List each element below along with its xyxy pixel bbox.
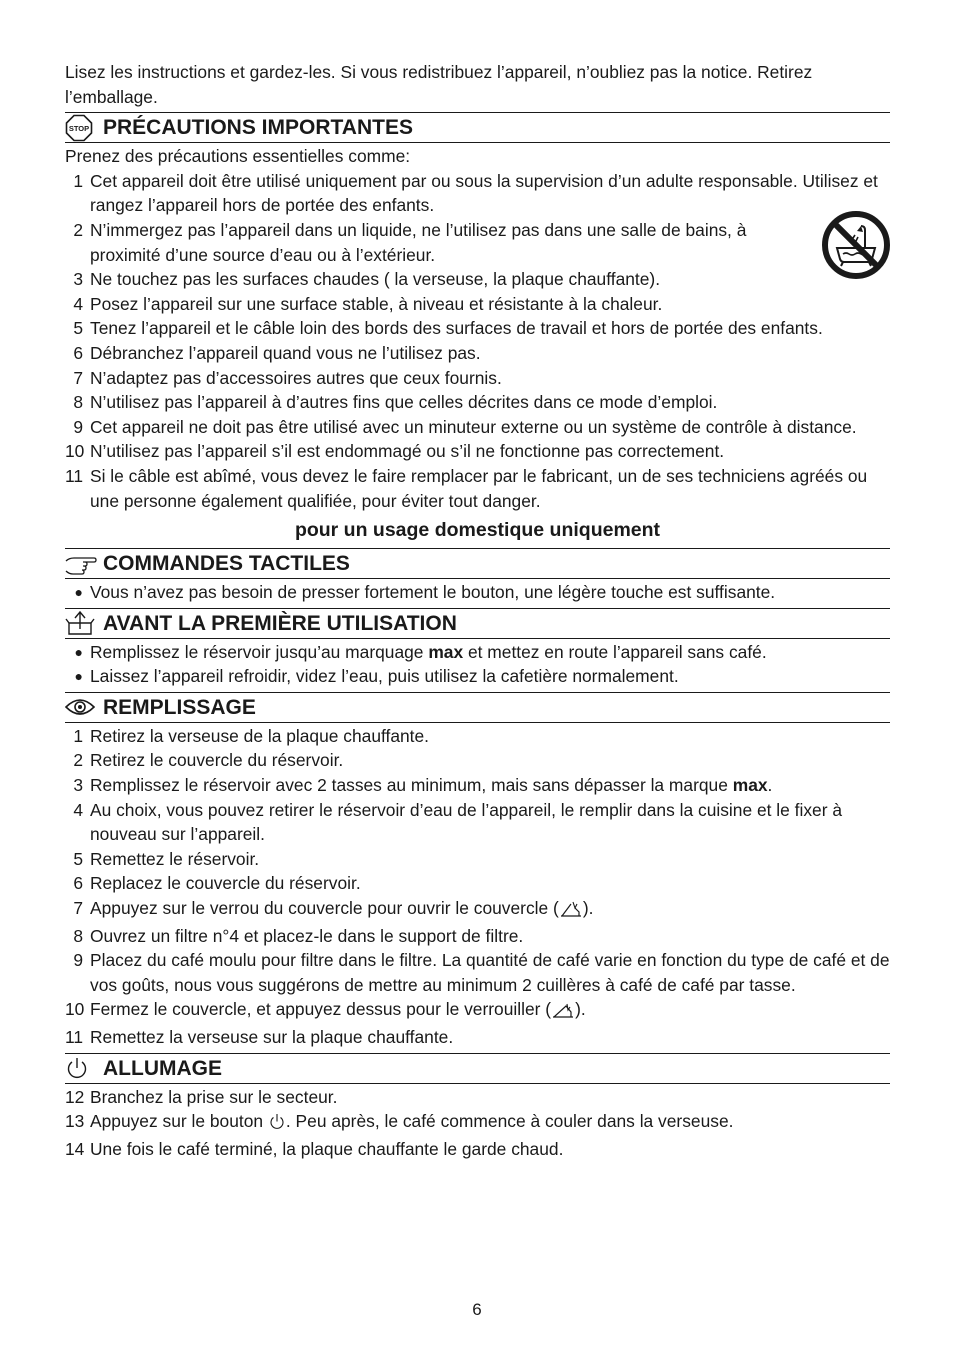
- list-item: 5 Remettez le réservoir.: [73, 848, 260, 869]
- list-item: 7 N’adaptez pas d’accessoires autres que ceux fournis.: [73, 367, 502, 388]
- list-item: 6 Débranchez l’appareil quand vous ne l’utilisez pas.: [73, 342, 481, 363]
- lid-close-icon: [552, 1000, 574, 1025]
- list-item: 11 Remettez la verseuse sur la plaque chauffante.: [65, 1027, 454, 1047]
- no-bath-icon: [821, 210, 891, 287]
- intro-text: Lisez les instructions et gardez-les. Si vous redistribuez l’appareil, n’oubliez pas la notice. Retirez l’emballage.: [65, 62, 813, 107]
- power-icon: [65, 1055, 97, 1081]
- power-on-heading: [65, 1053, 890, 1084]
- list-item: 3 Ne touchez pas les surfaces chaudes ( la verseuse, la plaque chauffante).: [73, 269, 661, 290]
- filling-heading: [65, 692, 890, 723]
- list-item: 4 Au choix, vous pouvez retirer le réservoir d’eau de l’appareil, le remplir dans la cuisine et le fixer à nouveau sur l’appareil.: [73, 799, 843, 845]
- list-item: 3 Remplissez le réservoir avec 2 tasses au minimum, mais sans dépasser la marque max.: [73, 775, 773, 796]
- list-item: ● Vous n’avez pas besoin de presser fortement le bouton, une légère touche est suffisante.: [74, 582, 776, 603]
- touch-controls-list: [65, 580, 890, 605]
- list-item: 9 Cet appareil ne doit pas être utilisé avec un minuteur externe ou un système de contrôle à distance.: [73, 416, 857, 437]
- page-content: [65, 60, 890, 1161]
- list-item: 2 Retirez le couvercle du réservoir.: [73, 750, 344, 771]
- precautions-title: PRÉCAUTIONS IMPORTANTES: [103, 116, 413, 140]
- eye-icon: [65, 694, 97, 720]
- list-item: 11 Si le câble est abîmé, vous devez le faire remplacer par le fabricant, un de ses techniciens agréés ou une personne également qualifiée, pour éviter tout danger.: [65, 465, 868, 511]
- list-item: 10 N’utilisez pas l’appareil s’il est endommagé ou s’il ne fonctionne pas correctement.: [65, 441, 725, 462]
- list-item: 1 Cet appareil doit être utilisé uniquement par ou sous la supervision d’un adulte responsable. Utilisez et rangez l’appareil hors de portée des enfants.: [73, 170, 878, 216]
- precautions-heading: [65, 112, 890, 143]
- power-on-title: ALLUMAGE: [103, 1056, 222, 1080]
- lid-open-icon: [560, 899, 582, 924]
- stop-icon: [65, 115, 97, 141]
- precautions-lead: Prenez des précautions essentielles comme:: [65, 146, 411, 167]
- filling-title: REMPLISSAGE: [103, 695, 256, 719]
- touch-controls-title: COMMANDES TACTILES: [103, 552, 350, 576]
- unpack-box-icon: [65, 610, 97, 636]
- list-item: 1 Retirez la verseuse de la plaque chauffante.: [73, 725, 430, 746]
- list-item: 8 Ouvrez un filtre n°4 et placez-le dans le support de filtre.: [73, 925, 524, 946]
- list-item: 8 N’utilisez pas l’appareil à d’autres fins que celles décrites dans ce mode d’emploi.: [73, 392, 718, 413]
- list-item: 13 Appuyez sur le bouton . Peu après, le café commence à couler dans la verseuse.: [65, 1109, 890, 1137]
- domestic-use-note: pour un usage domestique uniquement: [294, 519, 661, 542]
- before-first-use-title: AVANT LA PREMIÈRE UTILISATION: [103, 611, 457, 635]
- svg-text:STOP: STOP: [68, 123, 90, 133]
- filling-list: [65, 724, 890, 1050]
- list-item: ● Laissez l’appareil refroidir, videz l’eau, puis utilisez la cafetière normalement.: [74, 666, 679, 687]
- precautions-list: [65, 169, 890, 513]
- list-item: 10 Fermez le couvercle, et appuyez dessus pour le verrouiller ( ).: [65, 997, 890, 1025]
- before-first-use-list: [65, 640, 890, 689]
- list-item: 6 Replacez le couvercle du réservoir.: [73, 873, 361, 894]
- touch-controls-heading: [65, 548, 890, 579]
- pointing-hand-icon: [65, 551, 97, 577]
- list-item: ● Remplissez le réservoir jusqu’au marquage max et mettez en route l’appareil sans café.: [74, 641, 767, 662]
- before-first-use-heading: [65, 608, 890, 639]
- list-item: 14 Une fois le café terminé, la plaque chauffante le garde chaud.: [65, 1138, 564, 1159]
- power-on-list: [65, 1085, 890, 1162]
- power-button-icon: [269, 1112, 285, 1137]
- list-item: 12 Branchez la prise sur le secteur.: [65, 1086, 338, 1107]
- page-number: 6: [472, 1300, 482, 1319]
- list-item: 9 Placez du café moulu pour filtre dans le filtre. La quantité de café varie en fonction du type de café et de vos goûts, nous vous suggérons de mettre au minimum 2 cuillères à café de café par tasse.: [73, 950, 890, 995]
- list-item: 2 N’immergez pas l’appareil dans un liquide, ne l’utilisez pas dans une salle de bains, à proximité d’une source d’eau ou à l’extérieur.: [73, 219, 747, 265]
- list-item: 7 Appuyez sur le verrou du couvercle pour ouvrir le couvercle ( ).: [65, 896, 890, 924]
- list-item: 4 Posez l’appareil sur une surface stable, à niveau et résistante à la chaleur.: [73, 293, 663, 314]
- list-item: 5 Tenez l’appareil et le câble loin des bords des surfaces de travail et hors de portée des enfants.: [73, 318, 823, 339]
